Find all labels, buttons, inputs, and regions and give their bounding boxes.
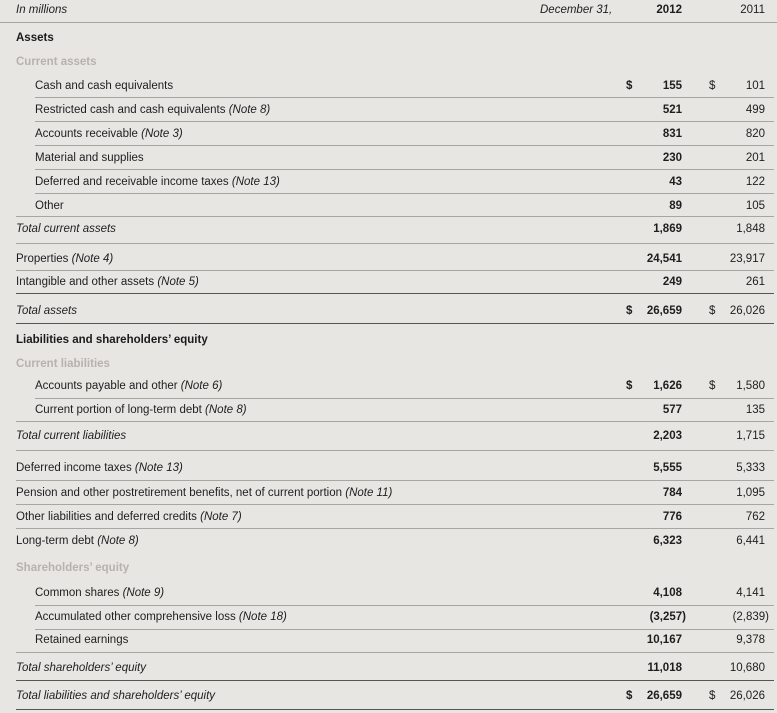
- value-2011: 4,141: [736, 587, 765, 599]
- row-label: Material and supplies: [35, 152, 144, 164]
- value-2012: 5,555: [653, 462, 682, 474]
- value-2012: 26,659: [646, 305, 682, 317]
- value-2011: 1,095: [736, 487, 765, 499]
- value-2012: 89: [669, 200, 682, 212]
- divider: [35, 169, 774, 170]
- value-2012: 26,659: [646, 690, 682, 702]
- divider: [16, 709, 774, 710]
- value-2012: 6,323: [653, 535, 682, 547]
- row-label: Total liabilities and shareholders’ equity: [16, 690, 216, 702]
- value-2011: 201: [745, 152, 765, 164]
- divider: [35, 605, 774, 606]
- liabilities-heading: Liabilities and shareholders’ equity: [16, 334, 208, 346]
- value-2011: 23,917: [729, 253, 765, 265]
- dollar-sign-2012: $: [626, 80, 633, 92]
- row-label: Other liabilities and deferred credits (Note 7): [16, 511, 242, 523]
- divider: [35, 145, 774, 146]
- row-label: Other: [35, 200, 64, 212]
- value-2011: 10,680: [729, 662, 765, 674]
- row-label: Total shareholders’ equity: [16, 662, 146, 674]
- row-label: Total current assets: [16, 223, 116, 235]
- divider: [16, 480, 774, 481]
- value-2011: 762: [745, 511, 765, 523]
- divider: [16, 421, 774, 422]
- current-liabilities-heading: Current liabilities: [16, 358, 110, 370]
- divider: [16, 450, 774, 451]
- value-2011: 6,441: [736, 535, 765, 547]
- equity-heading: Shareholders’ equity: [16, 562, 130, 574]
- value-2011: (2,839): [732, 611, 769, 623]
- value-2012: 521: [662, 104, 682, 116]
- divider: [35, 193, 774, 194]
- divider: [16, 270, 774, 271]
- divider: [35, 398, 774, 399]
- row-label: Common shares (Note 9): [35, 587, 165, 599]
- value-2012: 577: [662, 404, 682, 416]
- value-2012: 249: [662, 276, 682, 288]
- row-label: Total current liabilities: [16, 430, 127, 442]
- value-2011: 105: [745, 200, 765, 212]
- value-2012: 11,018: [647, 662, 682, 674]
- value-2011: 26,026: [729, 305, 765, 317]
- value-2012: 43: [669, 176, 682, 188]
- row-label: Cash and cash equivalents: [35, 80, 174, 92]
- value-2012: 10,167: [646, 634, 682, 646]
- value-2011: 1,848: [736, 223, 765, 235]
- value-2011: 261: [745, 276, 765, 288]
- value-2011: 499: [745, 104, 765, 116]
- row-label: Accumulated other comprehensive loss (Note 18): [35, 611, 287, 623]
- value-2012: 230: [662, 152, 682, 164]
- value-2012: 155: [662, 80, 682, 92]
- value-2012: 2,203: [653, 430, 682, 442]
- value-2012: 24,541: [646, 253, 682, 265]
- divider: [16, 528, 774, 529]
- date-label: December 31,: [540, 4, 613, 16]
- assets-heading: Assets: [16, 32, 54, 44]
- year-2011-header: 2011: [740, 4, 765, 16]
- divider: [16, 652, 774, 653]
- value-2012: 831: [662, 128, 682, 140]
- row-label: Restricted cash and cash equivalents (Note 8): [35, 104, 271, 116]
- divider: [35, 121, 774, 122]
- dollar-sign-2012: $: [626, 690, 633, 702]
- value-2011: 1,580: [736, 380, 765, 392]
- row-label: Total assets: [16, 305, 77, 317]
- row-label: Intangible and other assets (Note 5): [16, 276, 199, 288]
- dollar-sign-2011: $: [709, 305, 716, 317]
- dollar-sign-2011: $: [709, 380, 716, 392]
- row-label: Deferred and receivable income taxes (Note 13): [35, 176, 280, 188]
- row-label: Accounts receivable (Note 3): [35, 128, 183, 140]
- divider: [16, 216, 774, 217]
- dollar-sign-2011: $: [709, 80, 716, 92]
- row-label: Retained earnings: [35, 634, 129, 646]
- row-label: Current portion of long-term debt (Note 8): [35, 404, 247, 416]
- value-2012: 776: [662, 511, 682, 523]
- divider: [16, 243, 774, 244]
- divider: [16, 293, 774, 294]
- units-label: In millions: [16, 4, 68, 16]
- value-2012: (3,257): [649, 611, 686, 623]
- row-label: Properties (Note 4): [16, 253, 114, 265]
- value-2011: 101: [745, 80, 765, 92]
- value-2012: 1,626: [653, 380, 682, 392]
- divider: [0, 22, 777, 23]
- row-label: Accounts payable and other (Note 6): [35, 380, 223, 392]
- dollar-sign-2011: $: [709, 690, 716, 702]
- dollar-sign-2012: $: [626, 380, 633, 392]
- dollar-sign-2012: $: [626, 305, 633, 317]
- divider: [35, 629, 774, 630]
- value-2011: 122: [745, 176, 765, 188]
- current-assets-heading: Current assets: [16, 56, 97, 68]
- value-2012: 1,869: [653, 223, 682, 235]
- divider: [16, 680, 774, 681]
- row-label: Long-term debt (Note 8): [16, 535, 139, 547]
- divider: [16, 323, 774, 324]
- value-2012: 4,108: [653, 587, 682, 599]
- row-label: Deferred income taxes (Note 13): [16, 462, 183, 474]
- year-2012-header: 2012: [656, 4, 682, 16]
- value-2011: 820: [745, 128, 765, 140]
- value-2011: 1,715: [736, 430, 765, 442]
- divider: [35, 97, 774, 98]
- value-2012: 784: [662, 487, 682, 499]
- value-2011: 5,333: [736, 462, 765, 474]
- row-label: Pension and other postretirement benefits, net of current portion (Note 11): [16, 487, 393, 499]
- value-2011: 26,026: [729, 690, 765, 702]
- value-2011: 9,378: [736, 634, 765, 646]
- value-2011: 135: [745, 404, 765, 416]
- divider: [16, 504, 774, 505]
